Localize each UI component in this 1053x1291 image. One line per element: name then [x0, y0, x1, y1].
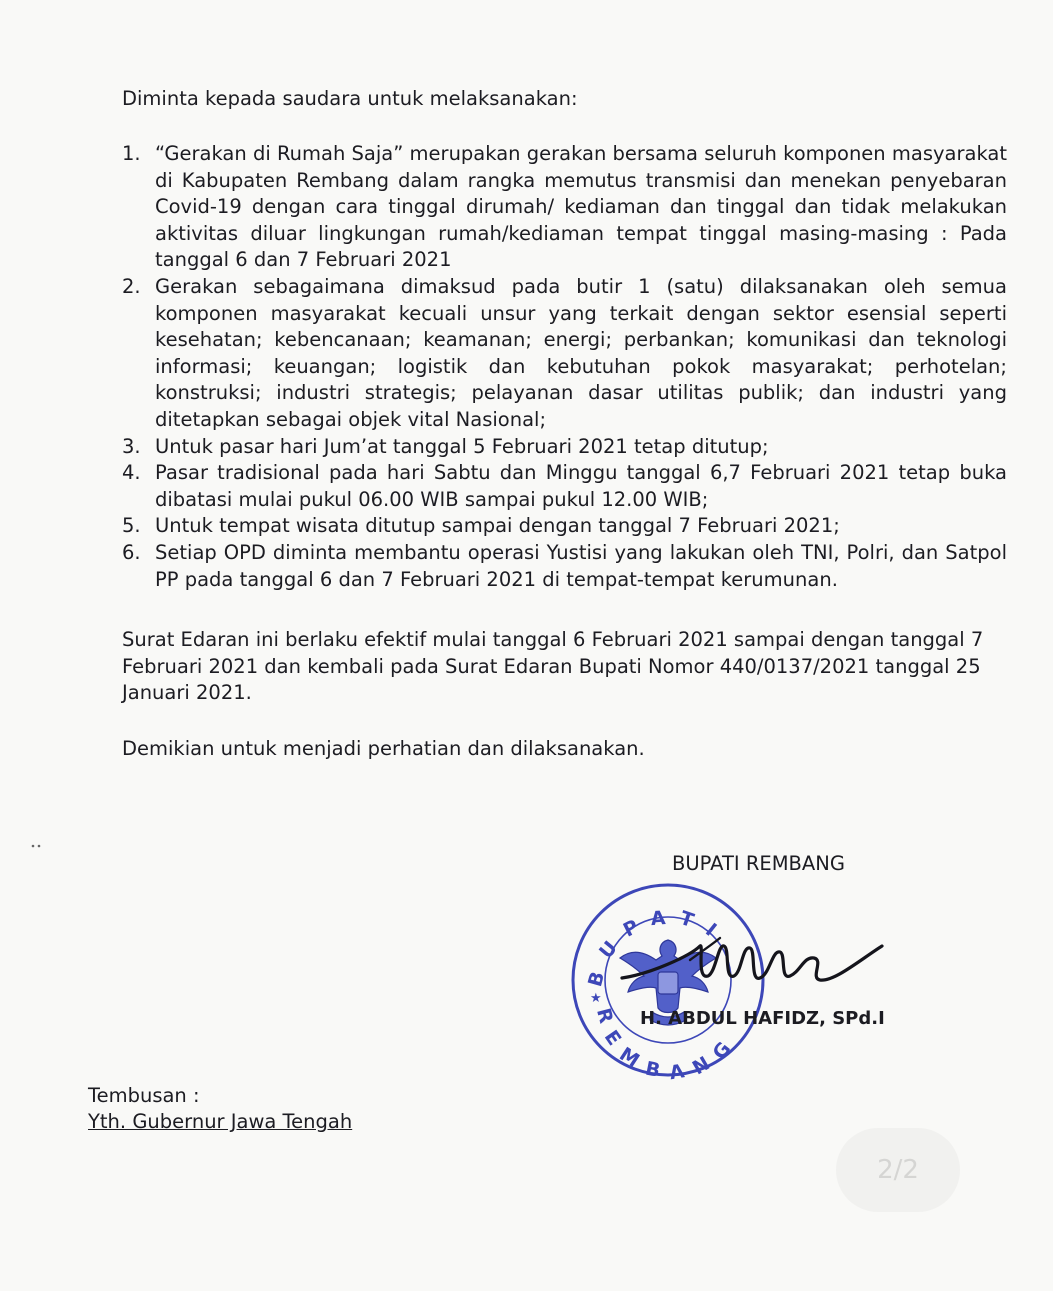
speck-mark — [30, 842, 44, 850]
instruction-list — [122, 141, 1007, 593]
item-text: Setiap OPD diminta membantu operasi Yustisi yang lakukan oleh TNI, Polri, dan Satpol PP pada tanggal 6 dan 7 Februari 2021 di tempat-tempat kerumunan. — [155, 540, 1007, 591]
item-number: 4. — [122, 461, 141, 485]
item-number: 6. — [122, 540, 141, 564]
list-item — [122, 513, 1007, 540]
closing-paragraph: Surat Edaran ini berlaku efektif mulai tanggal 6 Februari 2021 sampai dengan tanggal 7 Februari 2021 dan kembali pada Surat Edaran Bupati Nomor 440/0137/2021 tanggal 25 Januari 2021. — [122, 628, 984, 704]
item-number: 2. — [122, 274, 141, 298]
svg-text:BUPATI: BUPATI — [584, 906, 732, 990]
svg-text:★: ★ — [590, 991, 602, 1006]
list-item — [122, 460, 1007, 513]
carbon-copy-heading: Tembusan : — [88, 1084, 200, 1107]
item-text: Gerakan sebagaimana dimaksud pada butir 1 (satu) dilaksanakan oleh semua komponen masyarakat kecuali unsur yang terkait dengan sektor esensial seperti kesehatan; kebencanaan; keamanan; energi; perbankan; komunikasi dan teknologi informasi; keuangan; logistik dan kebutuhan pokok masyarakat; perhotelan; konstruksi; industri strategis; pelayanan dasar utilitas publik; dan industri yang ditetapkan sebagai objek vital Nasional; — [155, 274, 1007, 431]
item-text: Untuk tempat wisata ditutup sampai dengan tanggal 7 Februari 2021; — [155, 514, 840, 538]
handwritten-signature-icon — [620, 916, 910, 1016]
signatory-name: H. ABDUL HAFIDZ, SPd.I — [640, 1008, 885, 1029]
item-text: Pasar tradisional pada hari Sabtu dan Minggu tanggal 6,7 Februari 2021 tetap buka dibatasi mulai pukul 06.00 WIB sampai pukul 12.00 WIB; — [155, 461, 1007, 511]
item-text: Untuk pasar hari Jum’at tanggal 5 Februari 2021 tetap ditutup; — [155, 434, 769, 458]
intro-text: Diminta kepada saudara untuk melaksanakan: — [122, 87, 578, 110]
closing-remark: Demikian untuk menjadi perhatian dan dilaksanakan. — [122, 737, 645, 760]
item-text: “Gerakan di Rumah Saja” merupakan gerakan bersama seluruh komponen masyarakat di Kabupaten Rembang dalam rangka memutus transmisi dan menekan penyebaran Covid-19 dengan cara tinggal dirumah/ kediaman dan tinggal dan tidak melakukan aktivitas diluar lingkungan rumah/kediaman tempat tinggal masing-masing : Pada tanggal 6 dan 7 Februari 2021 — [155, 142, 1007, 272]
item-number: 1. — [122, 142, 141, 165]
signatory-title: BUPATI REMBANG — [672, 852, 845, 875]
carbon-copy-recipient: Yth. Gubernur Jawa Tengah — [88, 1110, 353, 1133]
list-item — [122, 434, 1007, 461]
list-item — [122, 274, 1007, 434]
item-number: 5. — [122, 514, 141, 538]
page-indicator: 2/2 — [836, 1128, 960, 1212]
svg-text:REMBANG: REMBANG — [591, 1005, 743, 1080]
list-item — [122, 540, 1007, 593]
item-number: 3. — [122, 434, 141, 458]
list-item — [122, 141, 1007, 274]
